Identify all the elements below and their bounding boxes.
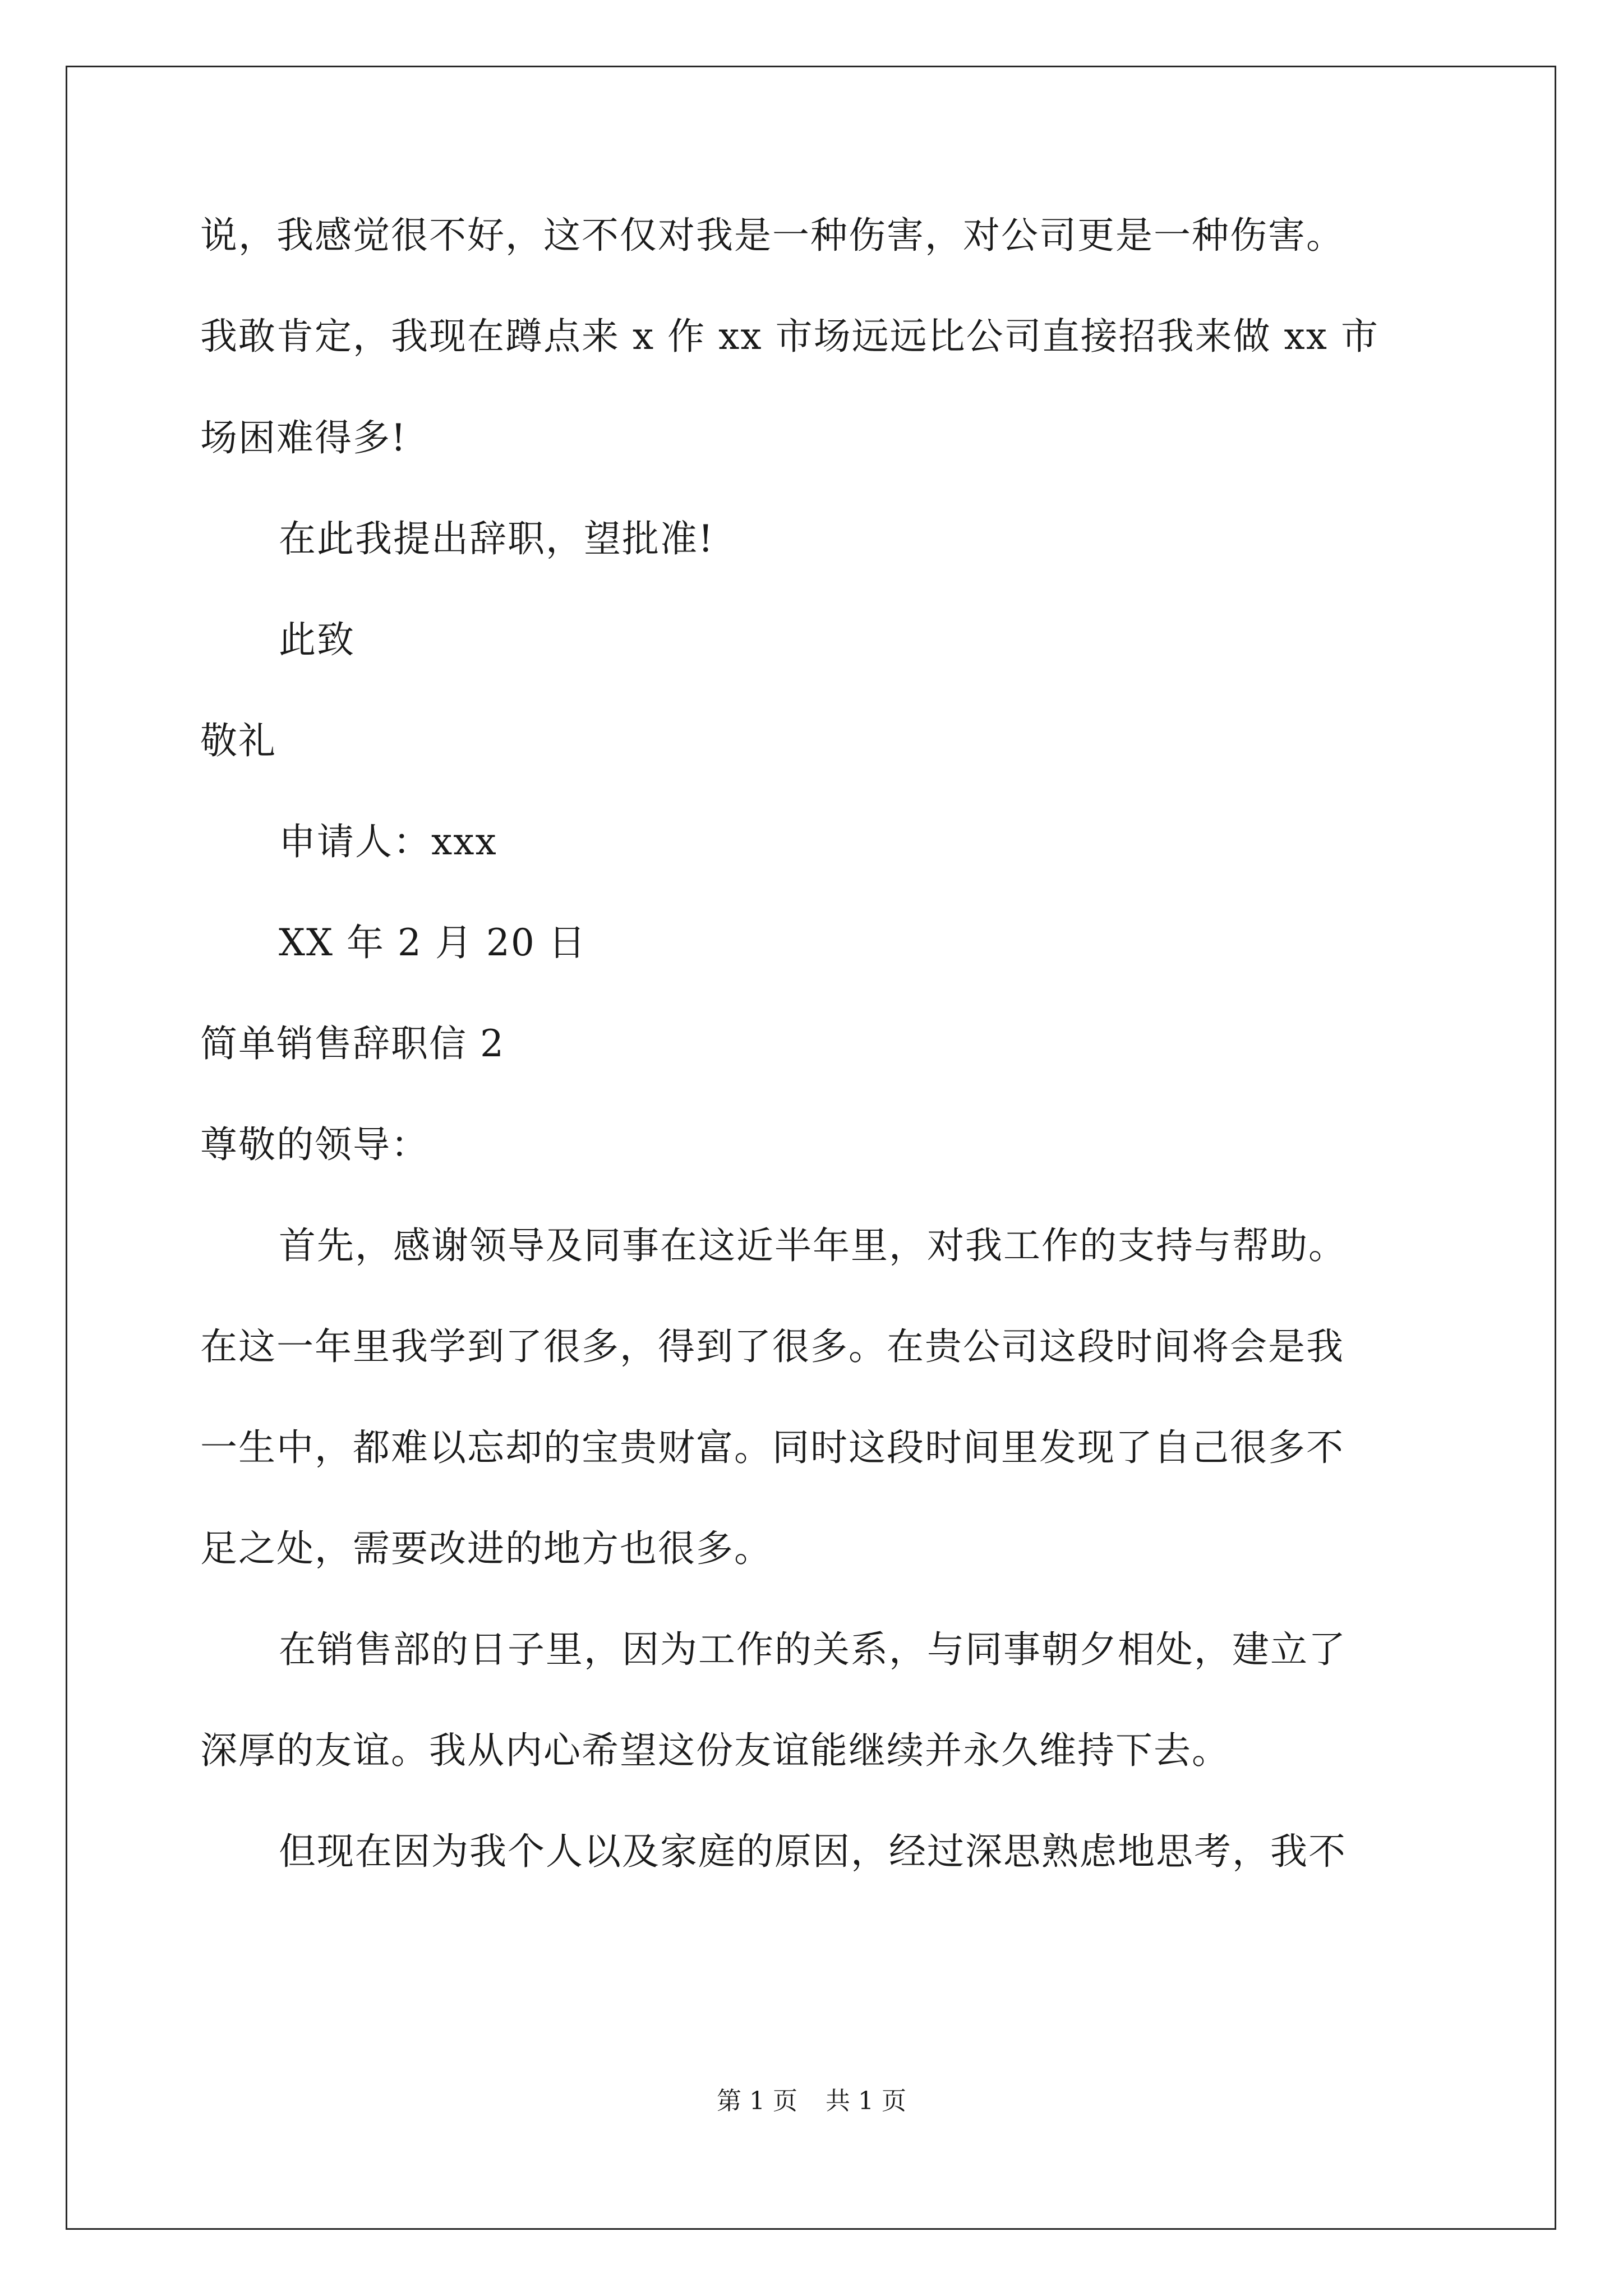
text-line: 首先，感谢领导及同事在这近半年里，对我工作的支持与帮助。 <box>279 1224 1347 1267</box>
closing-line: 敬礼 <box>200 719 276 762</box>
page-number: 第 1 页 <box>717 2087 797 2115</box>
text-line: 说，我感觉很不好，这不仅对我是一种伤害，对公司更是一种伤害。 <box>200 214 1344 257</box>
page-footer <box>0 2085 1623 2118</box>
text-line: 一生中，都难以忘却的宝贵财富。同时这段时间里发现了自己很多不 <box>200 1426 1344 1469</box>
text-line: 但现在因为我个人以及家庭的原因，经过深思熟虑地思考，我不 <box>279 1830 1347 1873</box>
salutation: 尊敬的领导： <box>200 1123 429 1166</box>
section-title: 简单销售辞职信 2 <box>200 1022 505 1065</box>
text-line: 在这一年里我学到了很多，得到了很多。在贵公司这段时间将会是我 <box>200 1325 1344 1368</box>
text-line: 我敢肯定，我现在蹲点来 x 作 xx 市场远远比公司直接招我来做 xx 市 <box>200 315 1379 358</box>
date-line: XX 年 2 月 20 日 <box>279 921 587 964</box>
text-line: 场困难得多! <box>200 416 407 459</box>
text-line: 足之处，需要改进的地方也很多。 <box>200 1527 772 1570</box>
text-line: 深厚的友谊。我从内心希望这份友谊能继续并永久维持下去。 <box>200 1729 1230 1772</box>
closing-line: 此致 <box>279 618 355 661</box>
text-line: 在此我提出辞职，望批准! <box>279 517 714 560</box>
signature-line: 申请人：xxx <box>279 820 497 863</box>
page-total: 共 1 页 <box>826 2087 906 2115</box>
text-line: 在销售部的日子里，因为工作的关系，与同事朝夕相处，建立了 <box>279 1628 1347 1671</box>
